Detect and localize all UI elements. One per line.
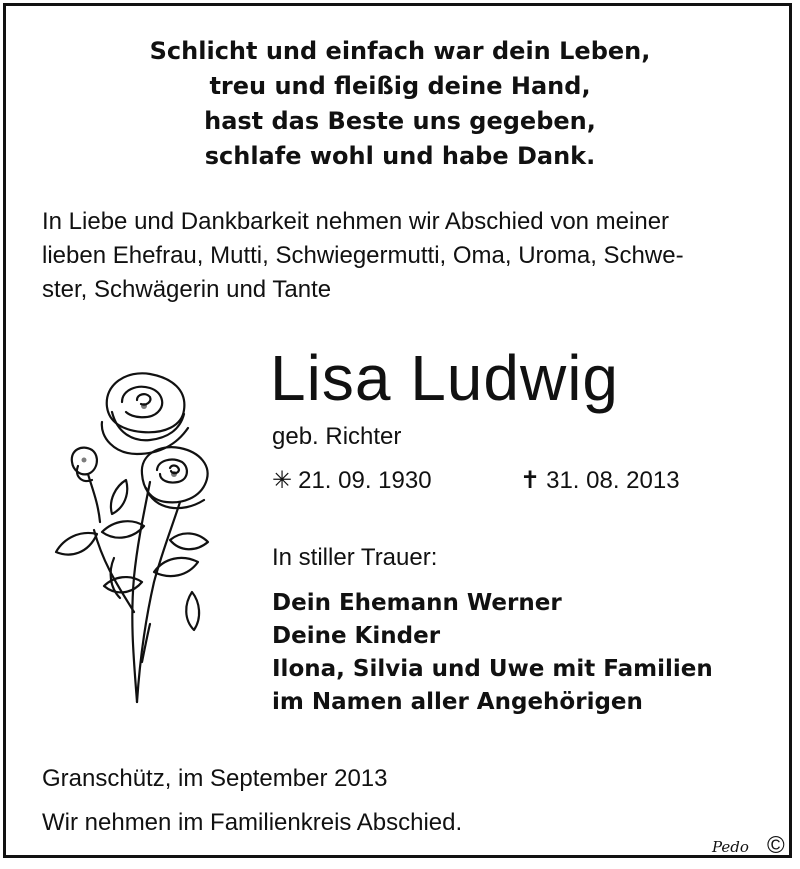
birth-date: 21. 09. 1930 [298,467,432,494]
mourning-heading: In stiller Trauer: [272,544,438,571]
mourner-line: Deine Kinder [272,623,441,649]
death-cross-icon: ✝ [520,467,541,494]
birth-star-icon: ✳ [272,467,293,494]
poem-line: hast das Beste uns gegeben, [204,107,596,135]
death-info [520,465,680,497]
poem [0,34,800,174]
poem-line: schlafe wohl und habe Dank. [204,142,596,170]
poem-line: Schlicht und einfach war dein Leben, [149,37,651,65]
mourner-line: im Namen aller Angehörigen [272,689,643,715]
rose-icon [42,362,232,707]
place-date: Granschütz, im September 2013 [42,765,388,792]
intro-line: In Liebe und Dankbarkeit nehmen wir Abschied von meiner [42,208,670,235]
death-date: 31. 08. 2013 [546,467,680,494]
copyright-icon: © [767,832,785,859]
intro-text [42,205,684,307]
mourner-line: Dein Ehemann Werner [272,590,562,616]
poem-line: treu und fleißig deine Hand, [209,72,591,100]
mourner-line: Ilona, Silvia und Uwe mit Familien [272,656,713,682]
intro-line: ster, Schwägerin und Tante [42,276,332,303]
intro-line: lieben Ehefrau, Mutti, Schwiegermutti, Oma, Uroma, Schwe- [42,242,684,269]
maiden-name: geb. Richter [272,423,402,450]
birth-info [272,465,432,497]
mourners-list [272,587,713,719]
farewell-note: Wir nehmen im Familienkreis Abschied. [42,809,463,836]
deceased-name: Lisa Ludwig [270,342,619,414]
publisher-signature: Pedo [712,838,749,856]
